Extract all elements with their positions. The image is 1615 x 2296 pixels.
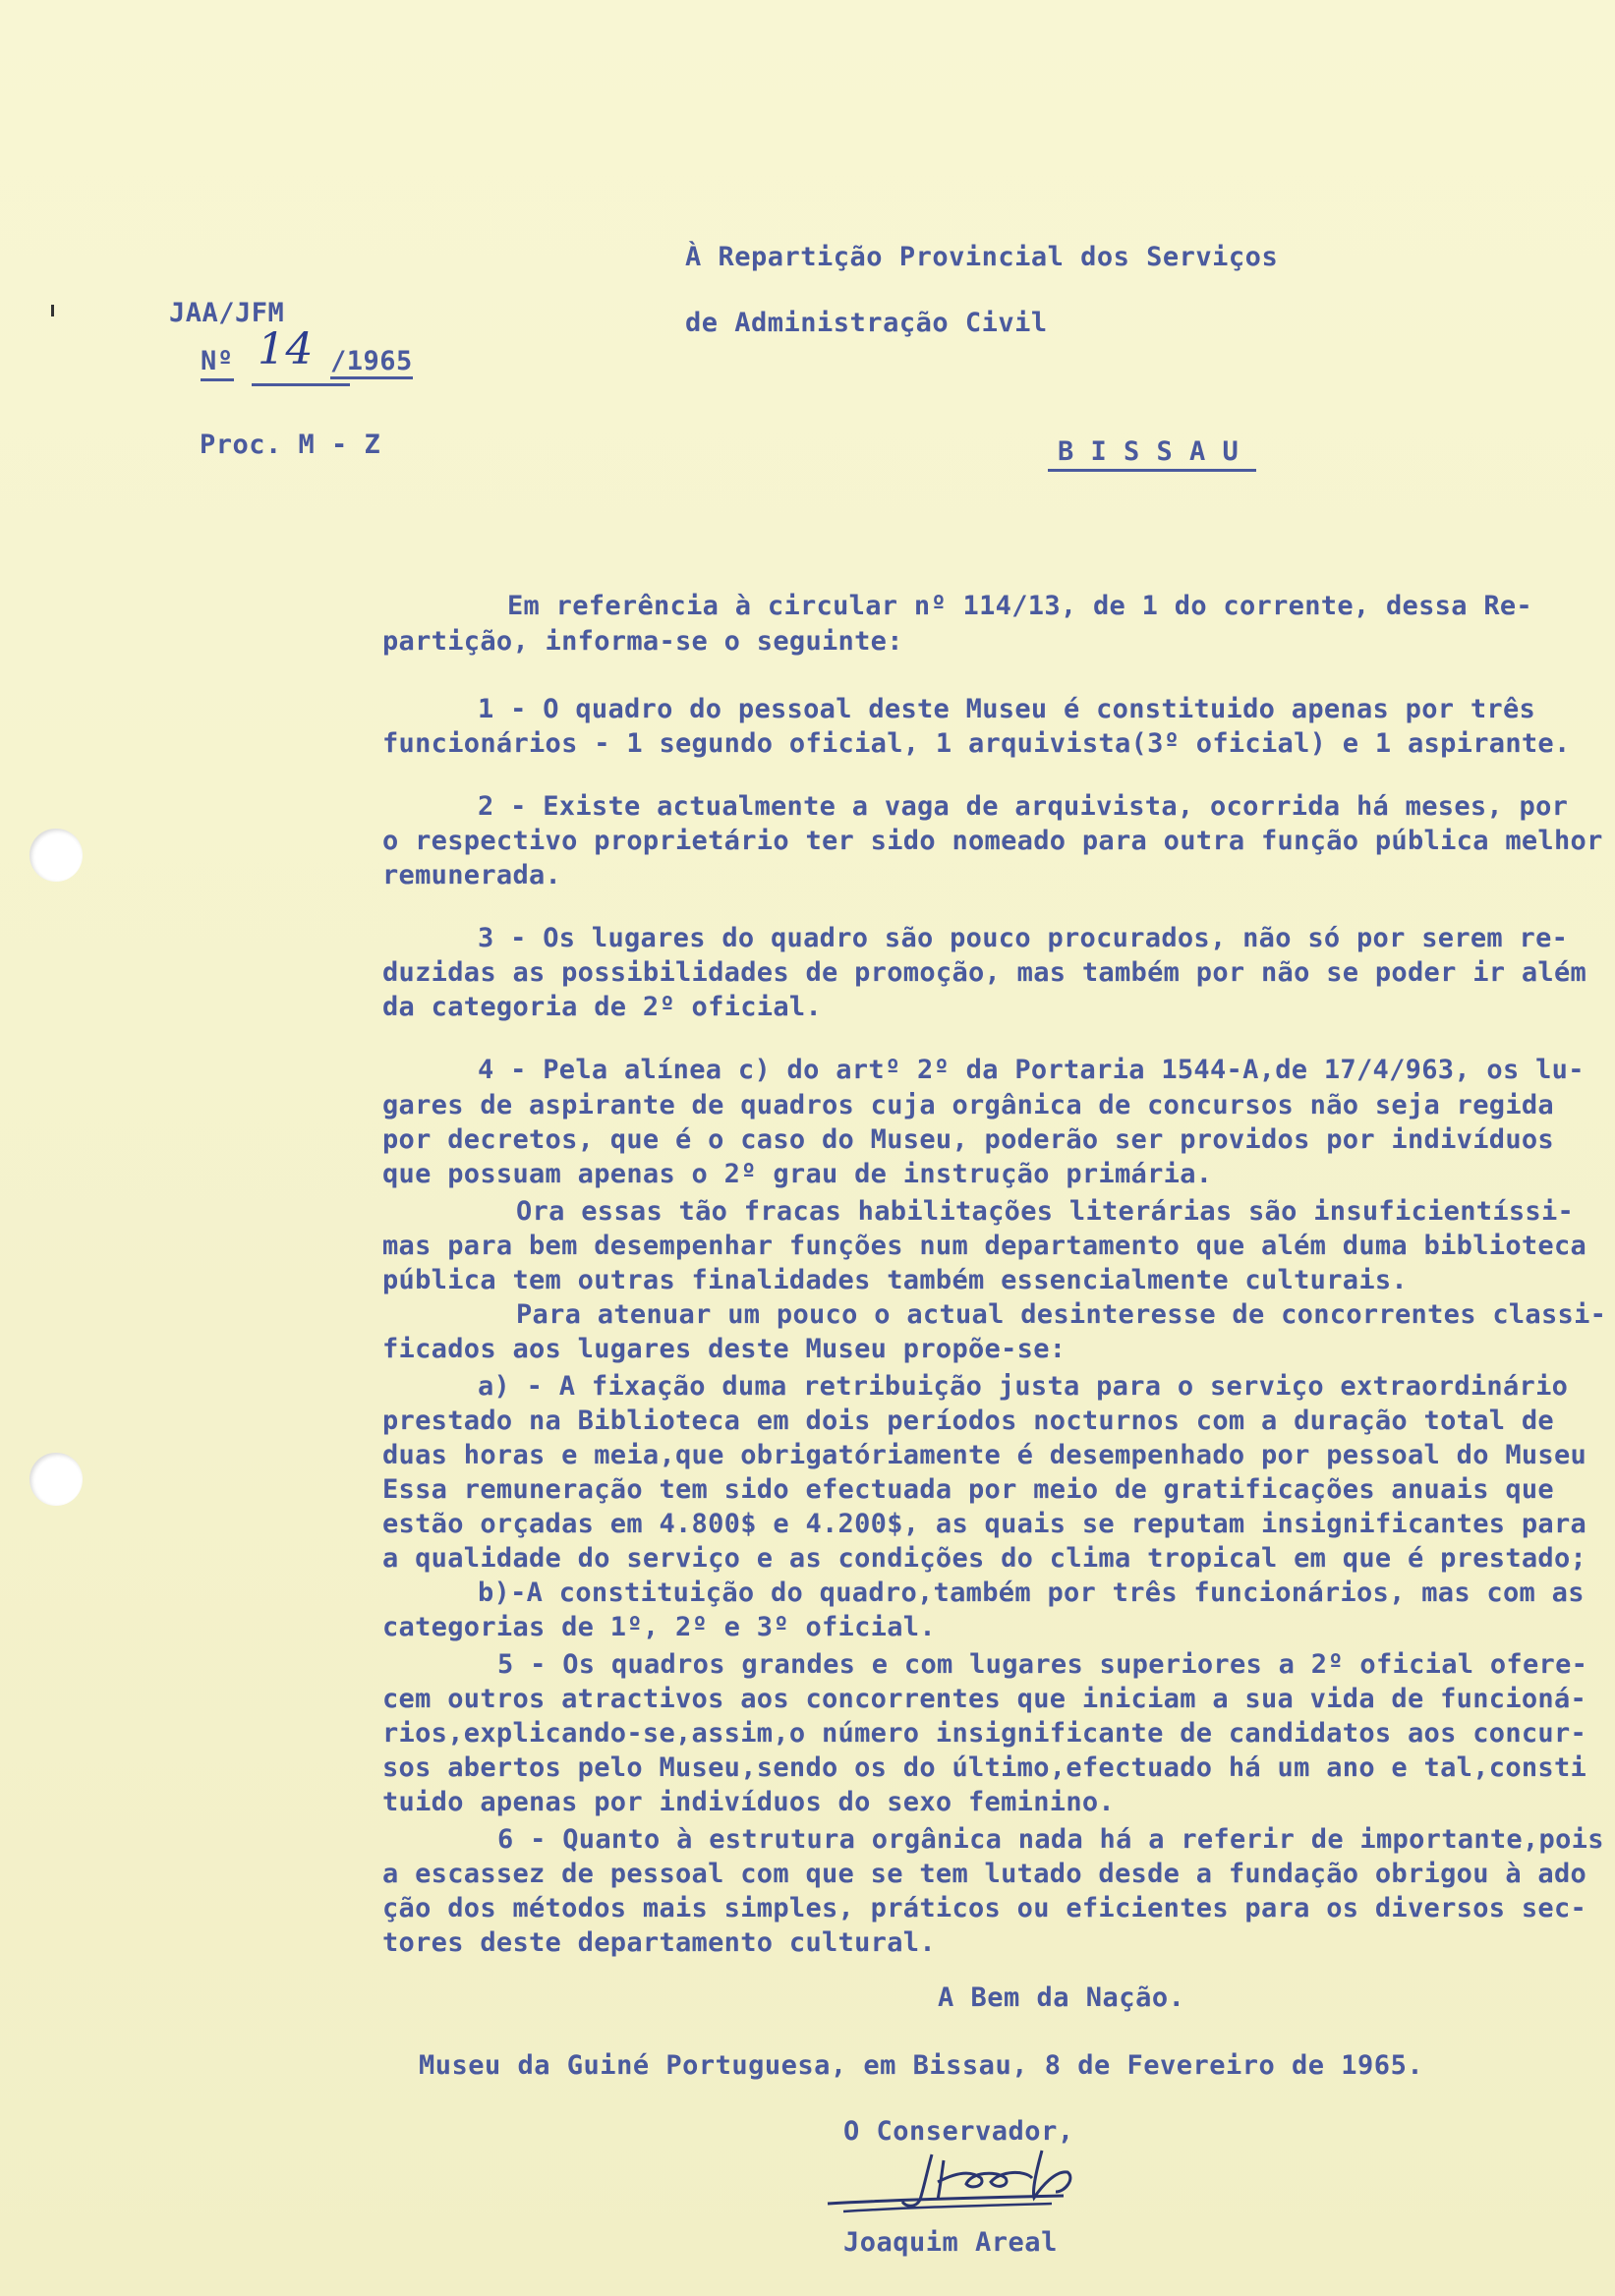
body-line: cem outros atractivos aos concorrentes que iniciam a sua vida de funcioná- — [382, 1684, 1587, 1714]
body-line: 6 - Quanto à estrutura orgânica nada há a referir de importante,pois — [497, 1824, 1604, 1855]
body-line: Para atenuar um pouco o actual desinteresse de concorrentes classi- — [516, 1299, 1607, 1330]
body-line: pública tem outras finalidades também essencialmente culturais. — [382, 1265, 1408, 1295]
addressee-line-2: de Administração Civil — [685, 308, 1048, 338]
body-line: duas horas e meia,que obrigatóriamente é desempenhado por pessoal do Museu — [382, 1440, 1587, 1470]
body-line: categorias de 1º, 2º e 3º oficial. — [382, 1612, 936, 1642]
body-line: Essa remuneração tem sido efectuada por meio de gratificações anuais que — [382, 1474, 1554, 1505]
margin-mark — [51, 305, 54, 316]
reference-initials: JAA/JFM — [169, 298, 285, 328]
body-line: 5 - Os quadros grandes e com lugares superiores a 2º oficial ofere- — [497, 1649, 1588, 1680]
process-reference: Proc. M - Z — [200, 430, 381, 460]
body-line: a escassez de pessoal com que se tem lutado desde a fundação obrigou à ado — [382, 1859, 1587, 1889]
body-line: gares de aspirante de quadros cuja orgânica de concursos não seja regida — [382, 1090, 1554, 1120]
body-line: Em referência à circular nº 114/13, de 1 do corrente, dessa Re- — [507, 591, 1532, 621]
body-line: Ora essas tão fracas habilitações literárias são insuficientíssi- — [516, 1196, 1575, 1227]
body-line: remunerada. — [382, 860, 562, 890]
body-line: 2 - Existe actualmente a vaga de arquivista, ocorrida há meses, por — [478, 791, 1569, 822]
body-line: mas para bem desempenhar funções num departamento que além duma biblioteca — [382, 1231, 1587, 1261]
body-line: por decretos, que é o caso do Museu, poderão ser providos por indivíduos — [382, 1124, 1554, 1155]
body-line: tuido apenas por indivíduos do sexo feminino. — [382, 1787, 1115, 1817]
body-line: ção dos métodos mais simples, práticos ou eficientes para os diversos sec- — [382, 1893, 1587, 1923]
body-line: sos abertos pelo Museu,sendo os do último,efectuado há um ano e tal,consti — [382, 1752, 1587, 1783]
body-line: b)-A constituição do quadro,também por três funcionários, mas com as — [478, 1578, 1585, 1608]
place-and-date: Museu da Guiné Portuguesa, em Bissau, 8 de Fevereiro de 1965. — [419, 2050, 1424, 2081]
number-underline — [252, 383, 350, 386]
body-line: 1 - O quadro do pessoal deste Museu é constituido apenas por três — [478, 694, 1536, 724]
body-line: duzidas as possibilidades de promoção, mas também por não se poder ir além — [382, 957, 1587, 988]
city-heading: B I S S A U — [1048, 436, 1256, 472]
number-year: /1965 — [330, 346, 413, 379]
number-prefix: Nº — [201, 346, 234, 381]
punch-hole-bottom — [29, 1453, 83, 1506]
punch-hole-top — [29, 829, 83, 882]
body-line: rios,explicando-se,assim,o número insignificante de candidatos aos concur- — [382, 1718, 1587, 1749]
document-number — [201, 324, 413, 376]
body-line: o respectivo proprietário ter sido nomeado para outra função pública melhor — [382, 826, 1603, 856]
body-line: funcionários - 1 segundo oficial, 1 arquivista(3º oficial) e 1 aspirante. — [382, 728, 1571, 759]
body-line: 4 - Pela alínea c) do artº 2º da Portaria 1544-A,de 17/4/963, os lu- — [478, 1055, 1585, 1085]
body-line: tores deste departamento cultural. — [382, 1927, 936, 1958]
signatory-role: O Conservador, — [843, 2116, 1074, 2147]
body-line: estão orçadas em 4.800$ e 4.200$, as quais se reputam insignificantes para — [382, 1509, 1587, 1539]
body-line: prestado na Biblioteca em dois períodos nocturnos com a duração total de — [382, 1406, 1554, 1436]
closing-salutation: A Bem da Nação. — [938, 1982, 1185, 2013]
handwritten-number: 14 — [258, 324, 314, 374]
signatory-name: Joaquim Areal — [843, 2227, 1058, 2258]
body-line: a) - A fixação duma retribuição justa para o serviço extraordinário — [478, 1371, 1569, 1402]
body-line: 3 - Os lugares do quadro são pouco procurados, não só por serem re- — [478, 923, 1569, 953]
addressee-line-1: À Repartição Provincial dos Serviços — [685, 242, 1279, 272]
handwritten-signature — [824, 2143, 1109, 2221]
body-line: a qualidade do serviço e as condições do clima tropical em que é prestado; — [382, 1543, 1587, 1574]
body-line: que possuam apenas o 2º grau de instrução primária. — [382, 1159, 1213, 1189]
body-line: ficados aos lugares deste Museu propõe-se: — [382, 1334, 1067, 1364]
body-line: partição, informa-se o seguinte: — [382, 626, 903, 657]
body-line: da categoria de 2º oficial. — [382, 992, 822, 1022]
